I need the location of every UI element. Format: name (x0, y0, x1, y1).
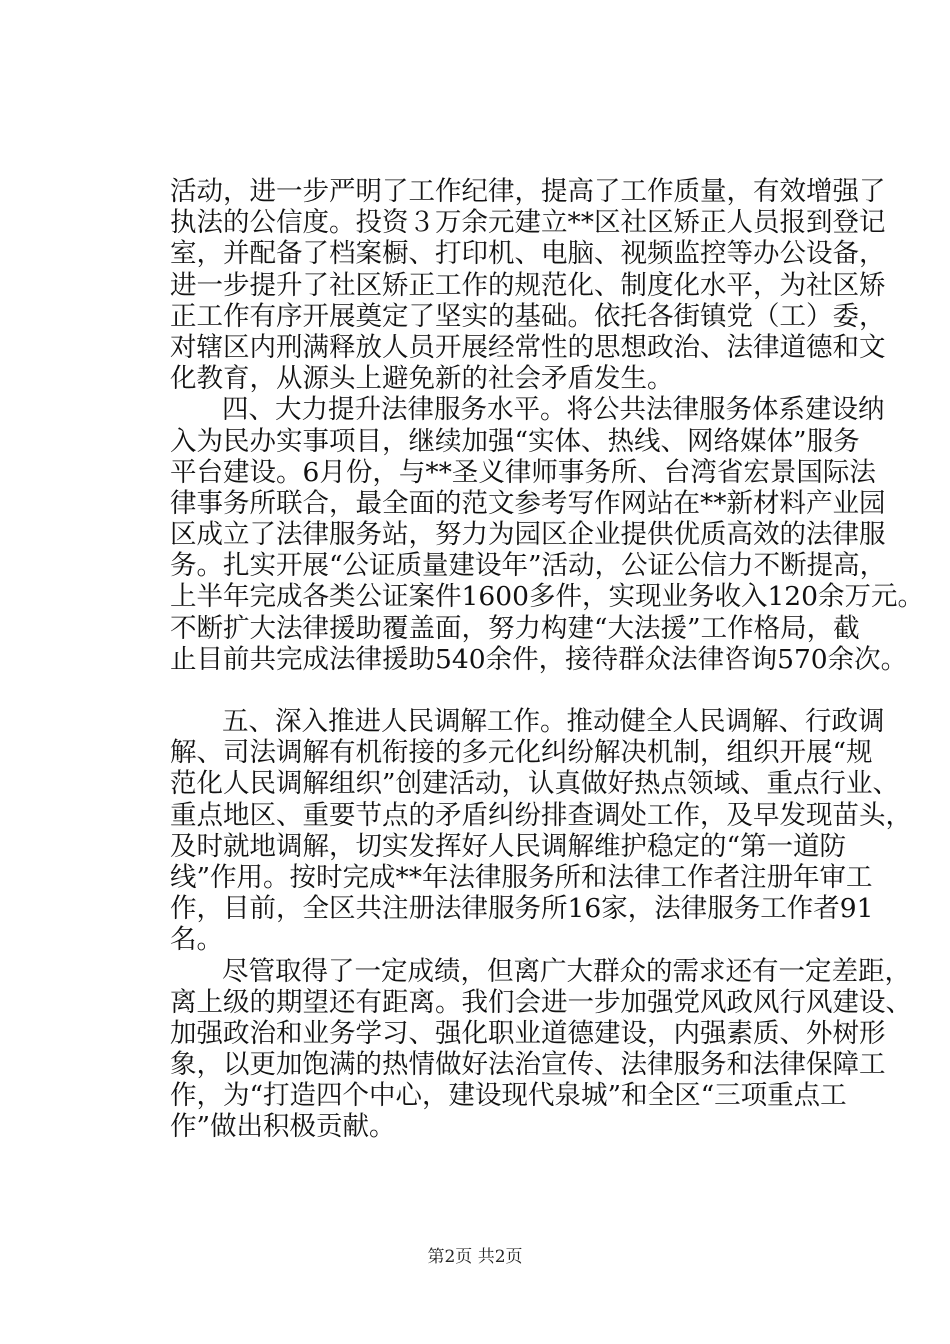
text-line: 作，目前，全区共注册法律服务所16家，法律服务工作者91 (170, 893, 874, 925)
text-line: 离上级的期望还有距离。我们会进一步加强党风政风行风建设、 (170, 986, 912, 1018)
blank-line (170, 675, 838, 706)
text-line: 正工作有序开展奠定了坚实的基础。依托各街镇党（工）委， (170, 300, 886, 332)
text-line: 平台建设。6月份，与**圣义律师事务所、台湾省宏景国际法 (170, 456, 876, 488)
text-line: 务。扎实开展“公证质量建设年”活动，公证公信力不断提高， (170, 550, 887, 582)
text-line: 区成立了法律服务站，努力为园区企业提供优质高效的法律服 (170, 519, 886, 551)
text-line: 四、大力提升法律服务水平。将公共法律服务体系建设纳 (222, 394, 885, 426)
text-line: 作”做出积极贡献。 (170, 1111, 396, 1143)
text-line: 尽管取得了一定成绩，但离广大群众的需求还有一定差距， (222, 955, 911, 987)
text-line: 名。 (170, 924, 223, 956)
text-line: 化教育，从源头上避免新的社会矛盾发生。 (170, 363, 674, 395)
paragraph-continuation (170, 176, 886, 395)
text-line: 加强政治和业务学习、强化职业道德建设，内强素质、外树形 (170, 1017, 886, 1049)
text-line: 对辖区内刑满释放人员开展经常性的思想政治、法律道德和文 (170, 331, 886, 363)
paragraph-conclusion (170, 955, 912, 1143)
paragraph-legal-services (170, 394, 925, 675)
text-line: 及时就地调解，切实发挥好人民调解维护稳定的“第一道防 (170, 830, 847, 862)
document-body (170, 176, 925, 1143)
text-line: 室，并配备了档案橱、打印机、电脑、视频监控等办公设备， (170, 238, 886, 270)
paragraph-mediation (170, 706, 912, 956)
text-line: 线”作用。按时完成**年法律服务所和法律工作者注册年审工 (170, 861, 873, 893)
text-line: 作，为“打造四个中心，建设现代泉城”和全区“三项重点工 (170, 1080, 847, 1112)
text-line: 律事务所联合，最全面的范文参考写作网站在**新材料产业园 (170, 487, 886, 519)
text-line: 五、深入推进人民调解工作。推动健全人民调解、行政调 (222, 706, 885, 737)
text-line: 象，以更加饱满的热情做好法治宣传、法律服务和法律保障工 (170, 1049, 886, 1081)
text-line: 活动，进一步严明了工作纪律，提高了工作质量，有效增强了 (170, 176, 886, 207)
page-number-footer: 第2页 共2页 (427, 1247, 523, 1267)
text-line: 上半年完成各类公证案件1600多件，实现业务收入120余万元。 (170, 581, 925, 613)
text-line: 范化人民调解组织”创建活动，认真做好热点领域、重点行业、 (170, 768, 900, 800)
text-line: 进一步提升了社区矫正工作的规范化、制度化水平，为社区矫 (170, 269, 886, 301)
text-line: 不断扩大法律援助覆盖面，努力构建“大法援”工作格局，截 (170, 612, 860, 644)
text-line: 重点地区、重要节点的矛盾纠纷排查调处工作，及早发现苗头， (170, 799, 912, 831)
text-line: 解、司法调解有机衔接的多元化纠纷解决机制，组织开展“规 (170, 737, 873, 769)
text-line: 执法的公信度。投资３万余元建立**区社区矫正人员报到登记 (170, 207, 886, 239)
text-line: 止目前共完成法律援助540余件，接待群众法律咨询570余次。 (170, 643, 908, 675)
text-line: 入为民办实事项目，继续加强“实体、热线、网络媒体”服务 (170, 425, 860, 457)
